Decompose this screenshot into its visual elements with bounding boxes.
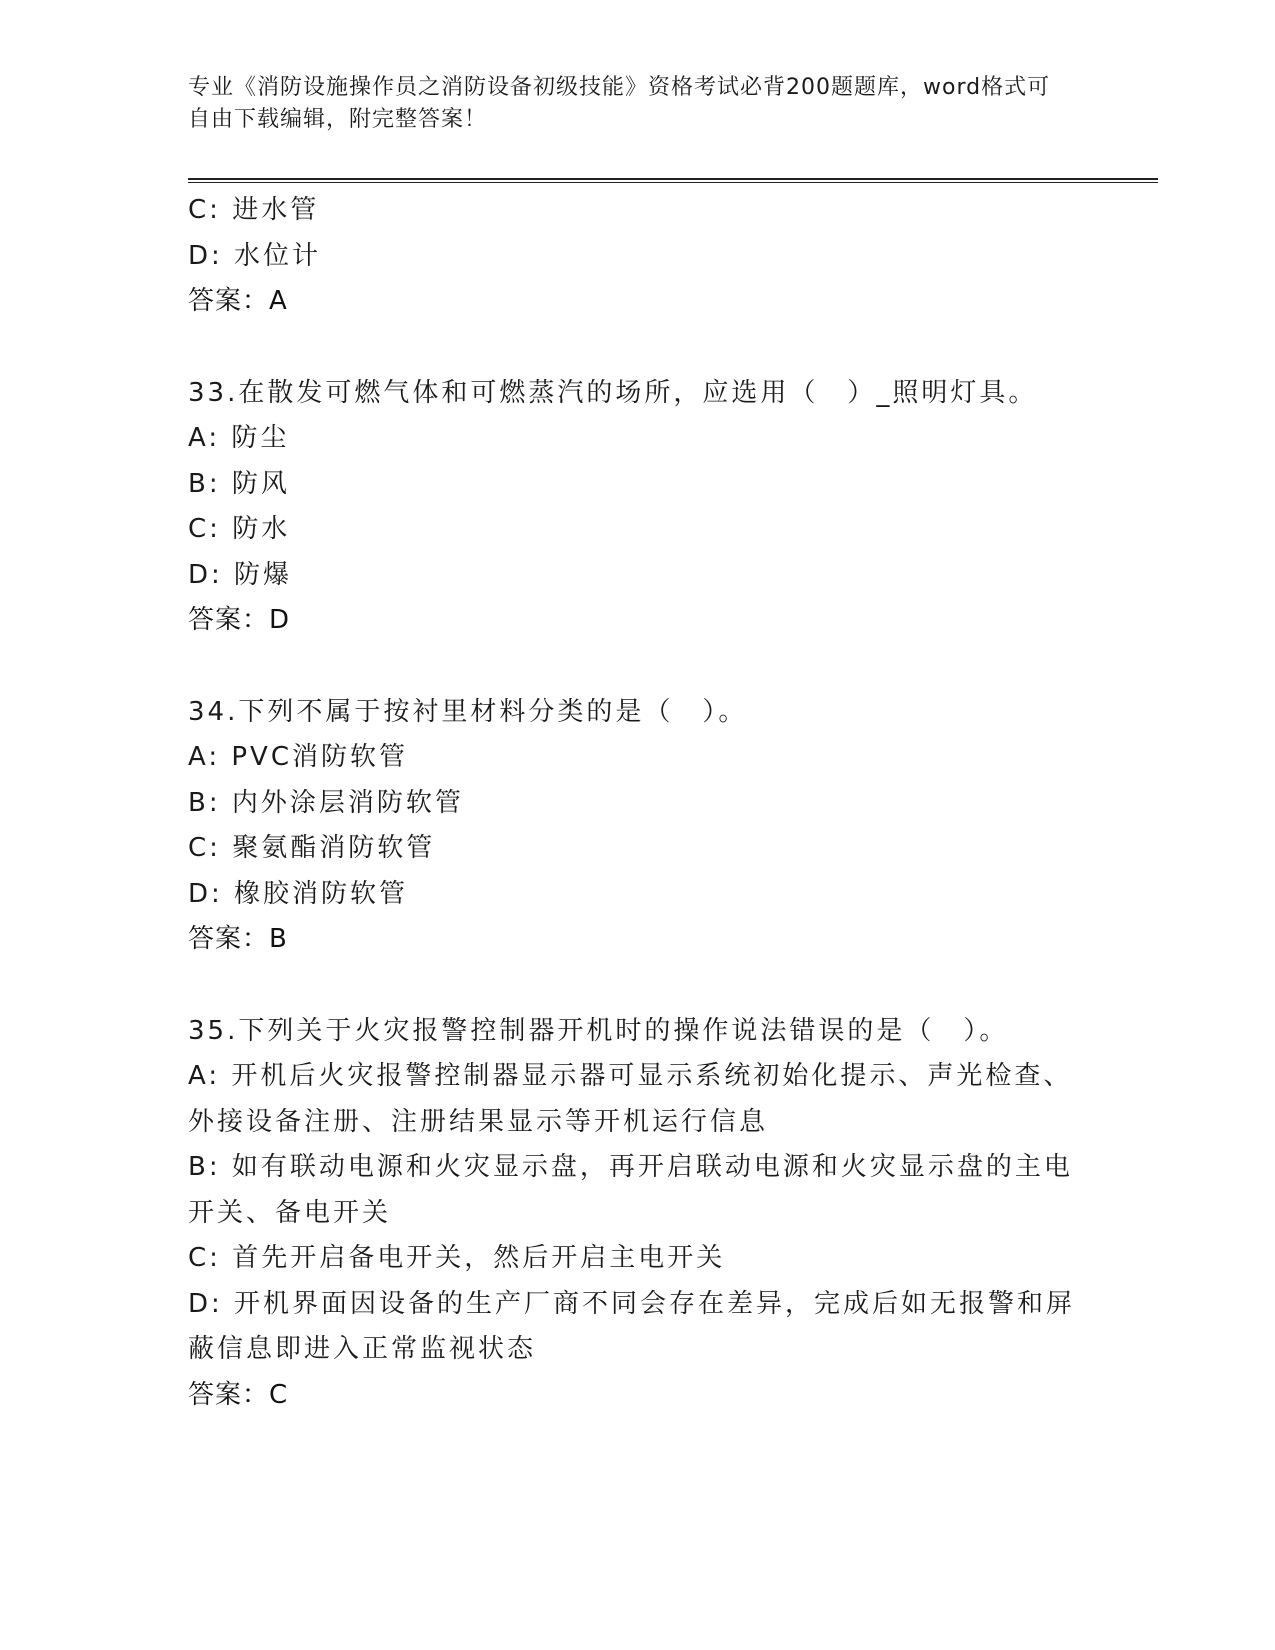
option-text: 进水管 [232, 195, 320, 225]
option-letter: C: [188, 514, 221, 544]
question-stem: 34.下列不属于按衬里材料分类的是（ ）。 [188, 696, 748, 727]
option-letter: A: [188, 742, 221, 772]
spacer [188, 963, 1078, 1009]
document-header: 专业《消防设施操作员之消防设备初级技能》资格考试必背200题题库，word格式可自由下载编辑，附完整答案！ [188, 75, 1051, 132]
answer-label: 答案： [188, 286, 270, 316]
option-letter: A: [188, 1061, 221, 1091]
spacer [188, 644, 1078, 690]
question-stem: 35.下列关于火灾报警控制器开机时的操作说法错误的是（ ）。 [188, 1015, 1009, 1046]
option-d [188, 1282, 1078, 1373]
answer-line [188, 598, 1078, 644]
option-letter: B: [188, 787, 221, 818]
answer-value: A [269, 286, 288, 316]
option-d [188, 872, 1078, 918]
option-text: 开机界面因设备的生产厂商不同会存在差异，完成后如无报警和屏蔽信息即进入正常监视状态 [188, 1288, 1076, 1364]
option-text: 开机后火灾报警控制器显示器可显示系统初始化提示、声光检查、外接设备注册、注册结果显示等开机运行信息 [188, 1061, 1073, 1137]
option-c [188, 188, 1078, 234]
option-letter: C: [188, 1243, 221, 1273]
option-letter: B: [188, 1152, 221, 1182]
answer-label: 答案： [188, 605, 270, 635]
question-stem: 33.在散发可燃气体和可燃蒸汽的场所，应选用（ ）_照明灯具。 [188, 377, 1038, 408]
option-text: 内外涂层消防软管 [231, 787, 464, 818]
option-text: 水位计 [234, 240, 322, 271]
spacer [188, 325, 1078, 371]
answer-line [188, 917, 1078, 963]
option-b [188, 1145, 1078, 1236]
option-text: 如有联动电源和火灾显示盘，再开启联动电源和火灾显示盘的主电开关、备电开关 [188, 1152, 1073, 1228]
answer-label: 答案： [188, 1379, 270, 1410]
option-letter: C: [188, 195, 221, 225]
option-a [188, 416, 1078, 462]
answer-value: C [269, 1379, 289, 1410]
option-letter: B: [188, 468, 221, 499]
option-text: 防爆 [234, 559, 293, 590]
option-letter: D: [188, 240, 223, 271]
option-letter: C: [188, 833, 221, 863]
option-b [188, 781, 1078, 827]
option-c [188, 826, 1078, 872]
answer-value: D [269, 605, 291, 635]
document-body [188, 188, 1078, 1418]
option-c [188, 507, 1078, 553]
option-text: 聚氨酯消防软管 [232, 833, 436, 863]
answer-value: B [269, 924, 288, 954]
option-letter: D: [188, 878, 223, 909]
option-text: 防水 [232, 514, 291, 544]
answer-label: 答案： [188, 924, 270, 954]
option-d [188, 553, 1078, 599]
answer-line [188, 1373, 1078, 1419]
option-text: 橡胶消防软管 [234, 878, 409, 909]
option-a [188, 735, 1078, 781]
option-text: 首先开启备电开关，然后开启主电开关 [232, 1243, 726, 1273]
option-letter: D: [188, 559, 223, 590]
header-divider [188, 178, 1158, 183]
option-letter: A: [188, 423, 221, 453]
answer-line [188, 279, 1078, 325]
option-c [188, 1236, 1078, 1282]
option-letter: D: [188, 1288, 223, 1319]
option-d [188, 234, 1078, 280]
option-text: 防风 [231, 468, 290, 499]
option-a [188, 1054, 1078, 1145]
option-text: PVC消防软管 [231, 742, 408, 772]
option-text: 防尘 [231, 423, 290, 453]
option-b [188, 462, 1078, 508]
